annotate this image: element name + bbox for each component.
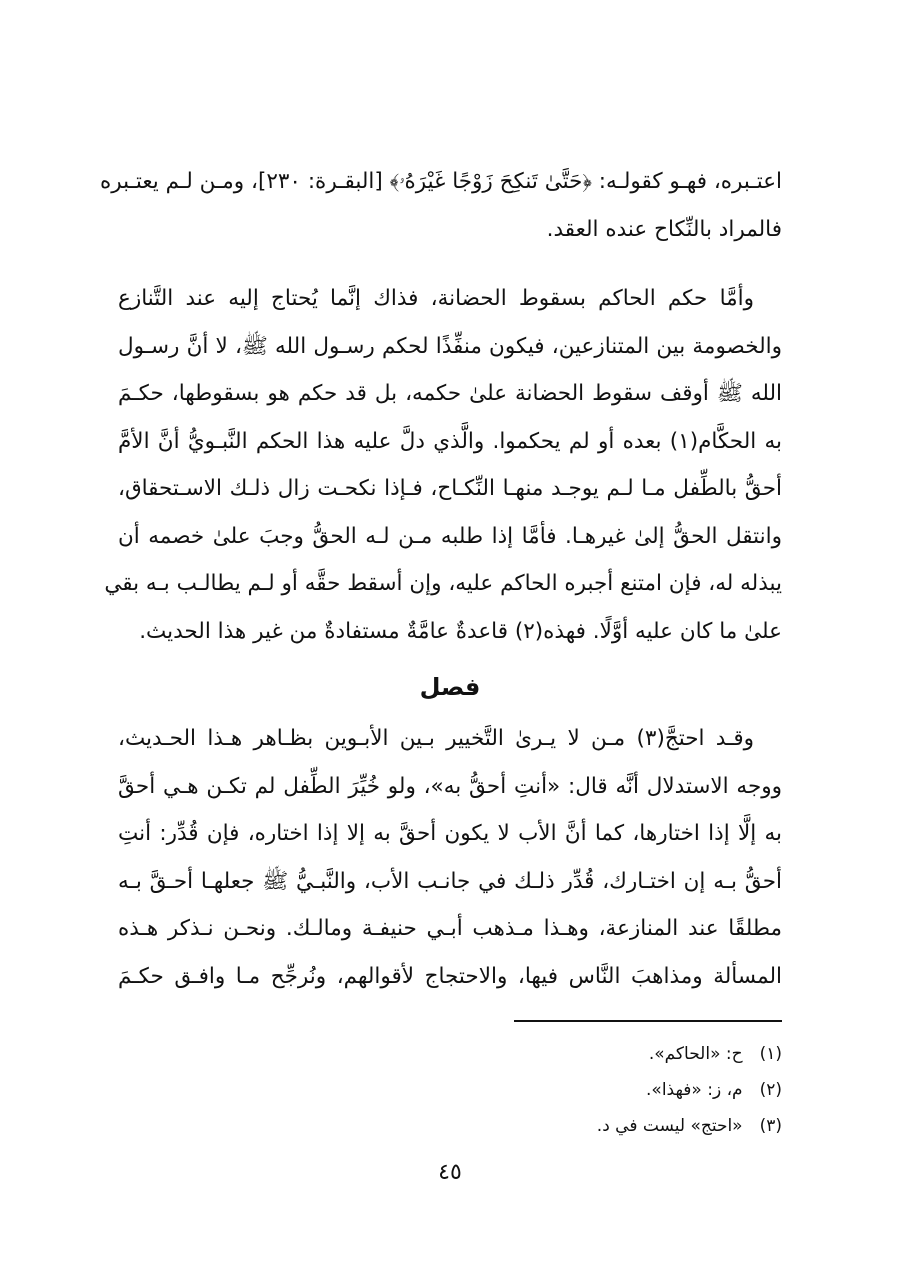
page-number: ٤٥ <box>438 1160 462 1185</box>
text-line: المسألة ومذاهبَ النَّاس فيها، والاحتجاج لأقوالهم، ونُرجِّح مـا وافـق حكـمَ <box>118 963 782 989</box>
footnote-text: م، ز: «فهذا». <box>646 1080 743 1100</box>
text-line: وانتقل الحقُّ إلىٰ غيرهـا. فأمَّا إذا طلبه مـن لـه الحقُّ وجبَ علىٰ خصمه أن <box>118 523 782 549</box>
text-line: يبذله له، فإن امتنع أجبره الحاكم عليه، وإن أسقط حقَّه أو لـم يطالـب بـه بقي <box>104 571 782 596</box>
text-line: الله ﷺ أوقف سقوط الحضانة علىٰ حكمه، بل قد حكم هو بسقوطها، حكـمَ <box>118 381 782 406</box>
section-heading: فصل <box>419 673 481 701</box>
footnote-separator <box>514 1020 782 1022</box>
paragraph-3 <box>118 715 782 1000</box>
page-body <box>100 158 782 1000</box>
paragraph-2 <box>104 275 782 655</box>
footnote-number: (٢) <box>759 1080 782 1100</box>
text-line: والخصومة بين المتنازعين، فيكون منفِّذًا لحكم رسـول الله ﷺ، لا أنَّ رسـول <box>118 333 782 359</box>
text-line: أحقُّ بـه إن اختـارك، قُدِّر ذلـك في جانـب الأب، والنَّبـيُّ ﷺ جعلهـا أحـقَّ بـه <box>118 868 782 894</box>
footnote-number: (٣) <box>759 1116 782 1136</box>
text-line: وأمَّا حكم الحاكم بسقوط الحضانة، فذاك إنَّما يُحتاج إليه عند التَّنازع <box>118 286 754 311</box>
text-line: علىٰ ما كان عليه أوَّلًا. فهذه(٢) قاعدةٌ عامَّةٌ مستفادةٌ من غير هذا الحديث. <box>139 618 782 644</box>
text-line: ووجه الاستدلال أنَّه قال: «أنتِ أحقُّ به»، ولو خُيِّرَ الطِّفل لم تكـن هـي أحقَّ <box>118 773 782 799</box>
footnotes <box>382 1036 782 1144</box>
text-line: به إلَّا إذا اختارها، كما أنَّ الأب لا يكون أحقَّ به إلا إذا اختاره، فإن قُدِّر: أنتِ <box>118 821 782 846</box>
text-line: فالمراد بالنِّكاح عنده العقد. <box>546 216 782 242</box>
footnote-3 <box>382 1108 782 1144</box>
text-line: اعتـبره، فهـو كقولـه: ﴿حَتَّىٰ تَنكِحَ زَوْجًا غَيْرَهُۥ﴾ [البقـرة: ٢٣٠]، ومـن لـم يعتـبره <box>100 169 782 194</box>
text-line: مطلقًا عند المنازعة، وهـذا مـذهب أبـي حنيفـة ومالـك. ونحـن نـذكر هـذه <box>118 916 782 941</box>
text-line: أحقُّ بالطِّفل مـا لـم يوجـد منهـا النِّكـاح، فـإذا نكحـت زال ذلـك الاسـتحقاق، <box>118 476 782 501</box>
text-line: وقـد احتجَّ(٣) مـن لا يـرىٰ التَّخيير بـين الأبـوين بظـاهر هـذا الحـديث، <box>118 726 754 751</box>
text-line: به الحكَّام(١) بعده أو لم يحكموا. والَّذي دلَّ عليه هذا الحكم النَّبـويُّ أنَّ الأمَّ <box>118 428 782 454</box>
footnote-text: «احتج» ليست في د. <box>596 1116 743 1136</box>
footnote-text: ح: «الحاكم». <box>648 1044 743 1064</box>
footnote-1 <box>382 1036 782 1072</box>
paragraph-1 <box>100 158 782 253</box>
footnote-number: (١) <box>759 1044 782 1064</box>
footnote-2 <box>382 1072 782 1108</box>
